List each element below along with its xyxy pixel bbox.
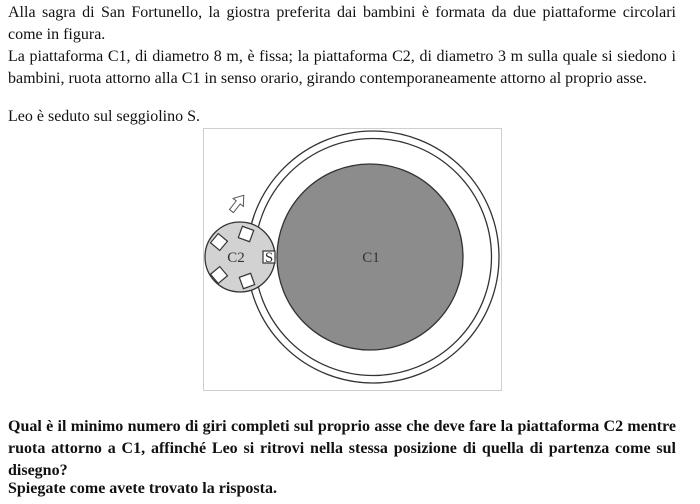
question-paragraph: Qual è il minimo numero di giri completi sul proprio asse che deve fare la piattaforma C2 mentre ruota attorno a C1, affinché Leo si ritrovi nella stessa posizione di quella di partenza come sul disegno? xyxy=(8,418,676,479)
instruction-paragraph: Spiegate come avete trovato la risposta. xyxy=(8,480,277,497)
intro-paragraph: Alla sagra di San Fortunello, la giostra preferita dai bambini è formata da due piattaforme circolari come in figura. xyxy=(8,4,676,43)
label-s: S xyxy=(264,250,274,266)
direction-arrow-icon xyxy=(226,191,249,215)
label-c2: C2 xyxy=(227,250,245,266)
description-paragraph: La piattaforma C1, di diametro 8 m, è fissa; la piattaforma C2, di diametro 3 m sulla quale si siedono i bambini, ruota attorno alla C1 in senso orario, girando contemporaneamente attorno al proprio asse. xyxy=(8,48,676,87)
carousel-diagram xyxy=(203,128,503,392)
carousel-figure xyxy=(203,128,503,392)
seat-paragraph: Leo è seduto sul seggiolino S. xyxy=(8,108,200,125)
label-c1: C1 xyxy=(362,250,380,266)
